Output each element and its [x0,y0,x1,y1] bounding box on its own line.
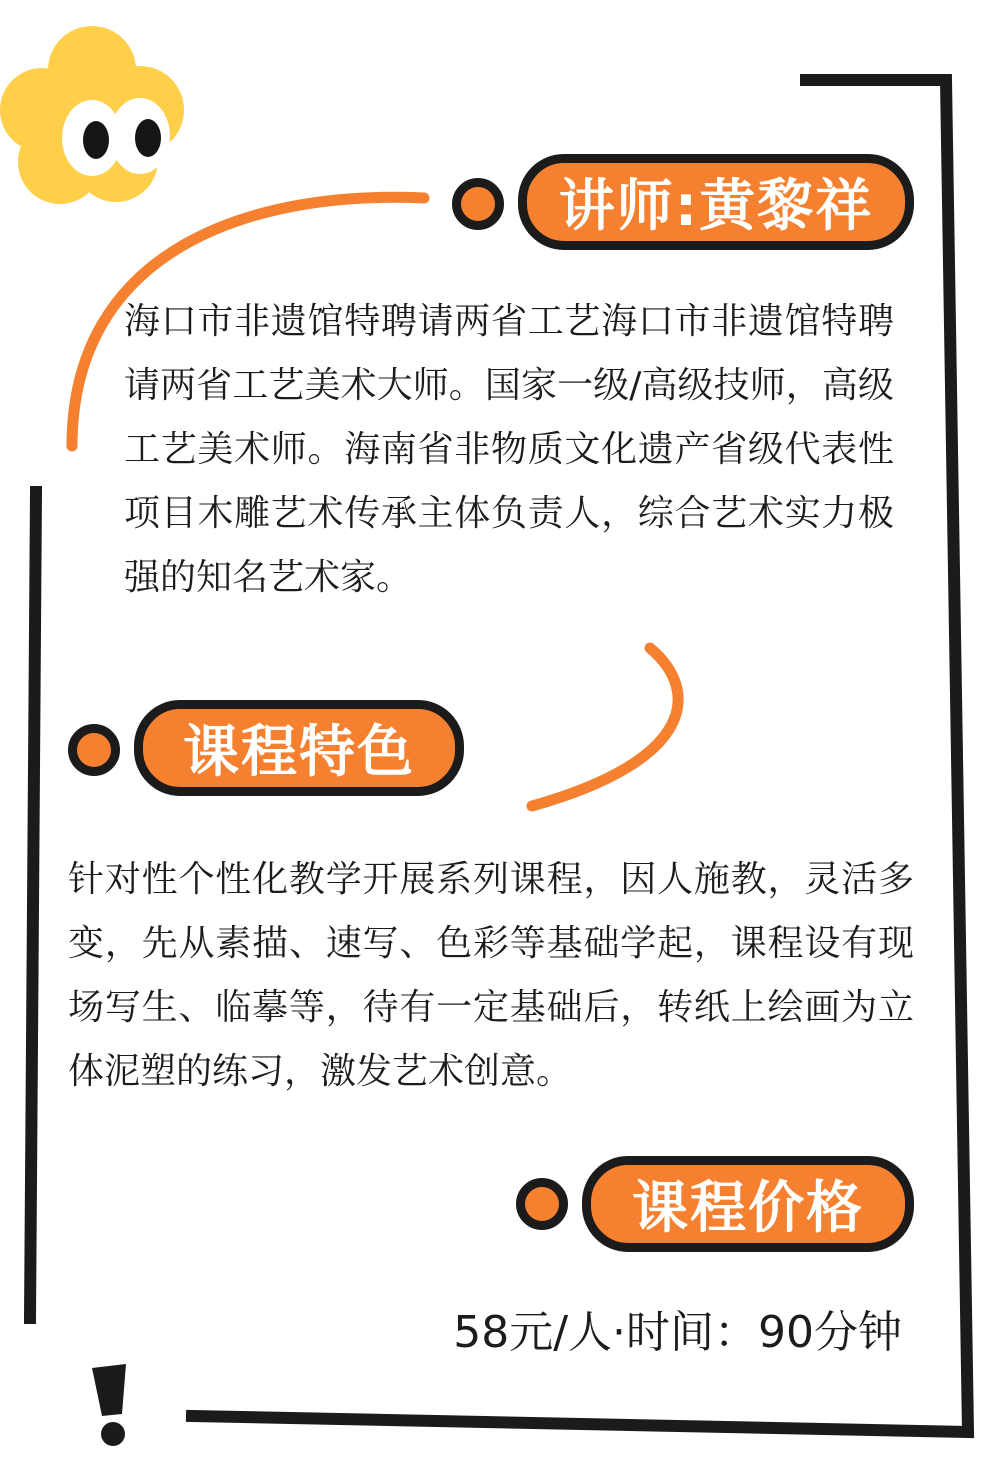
yellow-flower-eyes-icon [0,26,184,204]
exclamation-icon [92,1364,126,1446]
price-and-duration: 58元/人·时间：90分钟 [453,1307,902,1358]
teacher-badge [518,154,914,250]
badge-dot [452,178,504,230]
features-description: 针对性个性化教学开展系列课程，因人施教，灵活多变，先从素描、速写、色彩等基础学起，课程设有现场写生、临摹等，待有一定基础后，转纸上绘画为立体泥塑的练习，激发艺术创意。 [68,859,914,1092]
price-badge-label: 课程价格 [632,1176,864,1241]
teacher-description: 海口市非遗馆特聘请两省工艺海口市非遗馆特聘请两省工艺美术大师。国家一级/高级技师，高级工艺美术师。海南省非物质文化遗产省级代表性项目木雕艺术传承主体负责人，综合艺术实力极强的知名艺术家。 [124,301,894,598]
orange-arc-middle [532,648,678,806]
features-badge [134,700,464,796]
price-badge [582,1156,914,1252]
features-badge-label: 课程特色 [183,720,415,785]
badge-dot [68,724,120,776]
teacher-badge-label: 讲师:黄黎祥 [558,174,874,239]
badge-dot [516,1178,568,1230]
frame-left [30,492,36,1318]
